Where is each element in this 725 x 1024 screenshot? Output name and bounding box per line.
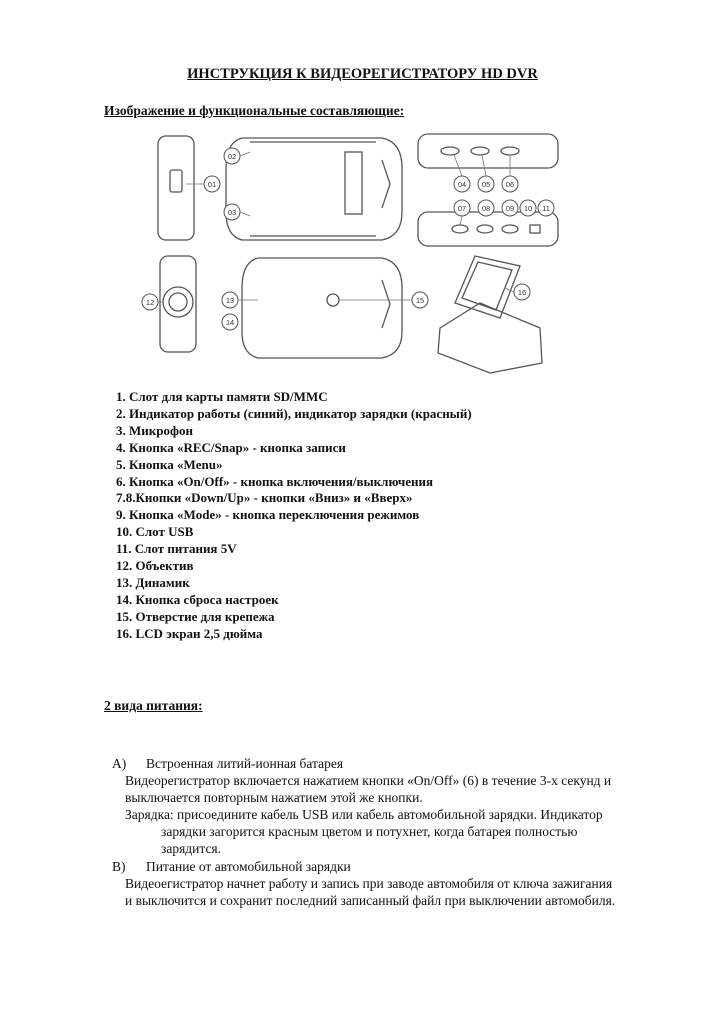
power-b-title-row <box>112 858 351 875</box>
power-a-title: Встроенная литий-ионная батарея <box>146 756 344 771</box>
power-a-marker: A) <box>112 756 127 771</box>
callout-07: 07 <box>457 204 467 213</box>
power-a-line2: выключается повторным нажатием этой же кнопки. <box>125 790 423 805</box>
power-a-title-row <box>112 755 343 772</box>
power-b-title: Питание от автомобильной зарядки <box>146 859 351 874</box>
callout-14: 14 <box>225 318 235 327</box>
list-item: 6. Кнопка «On/Off» - кнопка включения/выключения <box>116 473 433 489</box>
parts-list <box>116 389 472 643</box>
power-b-line2: и выключится и сохранит последний записанный файл при выключении автомобиля. <box>125 893 616 908</box>
page-title: ИНСТРУКЦИЯ К ВИДЕОРЕГИСТРАТОРУ HD DVR <box>187 66 538 82</box>
list-item: 16. LCD экран 2,5 дюйма <box>116 625 263 641</box>
power-a-line5: зарядится. <box>161 841 222 856</box>
list-item: 5. Кнопка «Menu» <box>116 456 223 472</box>
power-a-line1: Видеорегистратор включается нажатием кнопки «On/Off» (6) в течение 3-х секунд и <box>125 773 612 788</box>
list-item: 14. Кнопка сброса настроек <box>116 591 279 607</box>
list-item: 3. Микрофон <box>116 422 193 438</box>
list-item: 13. Динамик <box>116 574 190 590</box>
list-item: 7.8.Кнопки «Down/Up» - кнопки «Вниз» и «Вверх» <box>116 490 413 506</box>
power-a-line3: Зарядка: присоедините кабель USB или кабель автомобильной зарядки. Индикатор <box>125 807 603 822</box>
callout-12: 12 <box>145 298 155 307</box>
list-item: 9. Кнопка «Mode» - кнопка переключения режимов <box>116 507 420 523</box>
callout-09: 09 <box>505 204 515 213</box>
power-heading: 2 вида питания: <box>104 698 203 713</box>
callout-02: 02 <box>227 152 237 161</box>
list-item: 12. Объектив <box>116 558 194 574</box>
callout-04: 04 <box>457 180 467 189</box>
callout-15: 15 <box>415 296 425 305</box>
callout-16: 16 <box>517 288 527 297</box>
callout-10: 10 <box>523 204 533 213</box>
list-item: 2. Индикатор работы (синий), индикатор зарядки (красный) <box>116 405 472 421</box>
callout-11: 11 <box>542 204 550 213</box>
power-a-line4: зарядки загорится красным цветом и потухнет, когда батарея полностью <box>161 824 578 839</box>
device-diagram <box>145 128 585 378</box>
callout-13: 13 <box>225 296 235 305</box>
list-item: 10. Слот USB <box>116 524 194 540</box>
callout-08: 08 <box>481 204 491 213</box>
power-b-line1: Видеоегистратор начнет работу и запись при заводе автомобиля от ключа зажигания <box>125 876 613 891</box>
power-b-marker: B) <box>112 859 126 874</box>
list-item: 15. Отверстие для крепежа <box>116 608 275 624</box>
callout-03: 03 <box>227 208 237 217</box>
callout-01: 01 <box>207 180 217 189</box>
section-subtitle: Изображение и функциональные составляющие: <box>104 103 405 118</box>
callout-06: 06 <box>505 180 515 189</box>
list-item: 11. Слот питания 5V <box>116 541 237 557</box>
list-item: 1. Слот для карты памяти SD/MMC <box>116 389 328 404</box>
list-item: 4. Кнопка «REC/Snap» - кнопка записи <box>116 439 346 455</box>
callout-05: 05 <box>481 180 491 189</box>
